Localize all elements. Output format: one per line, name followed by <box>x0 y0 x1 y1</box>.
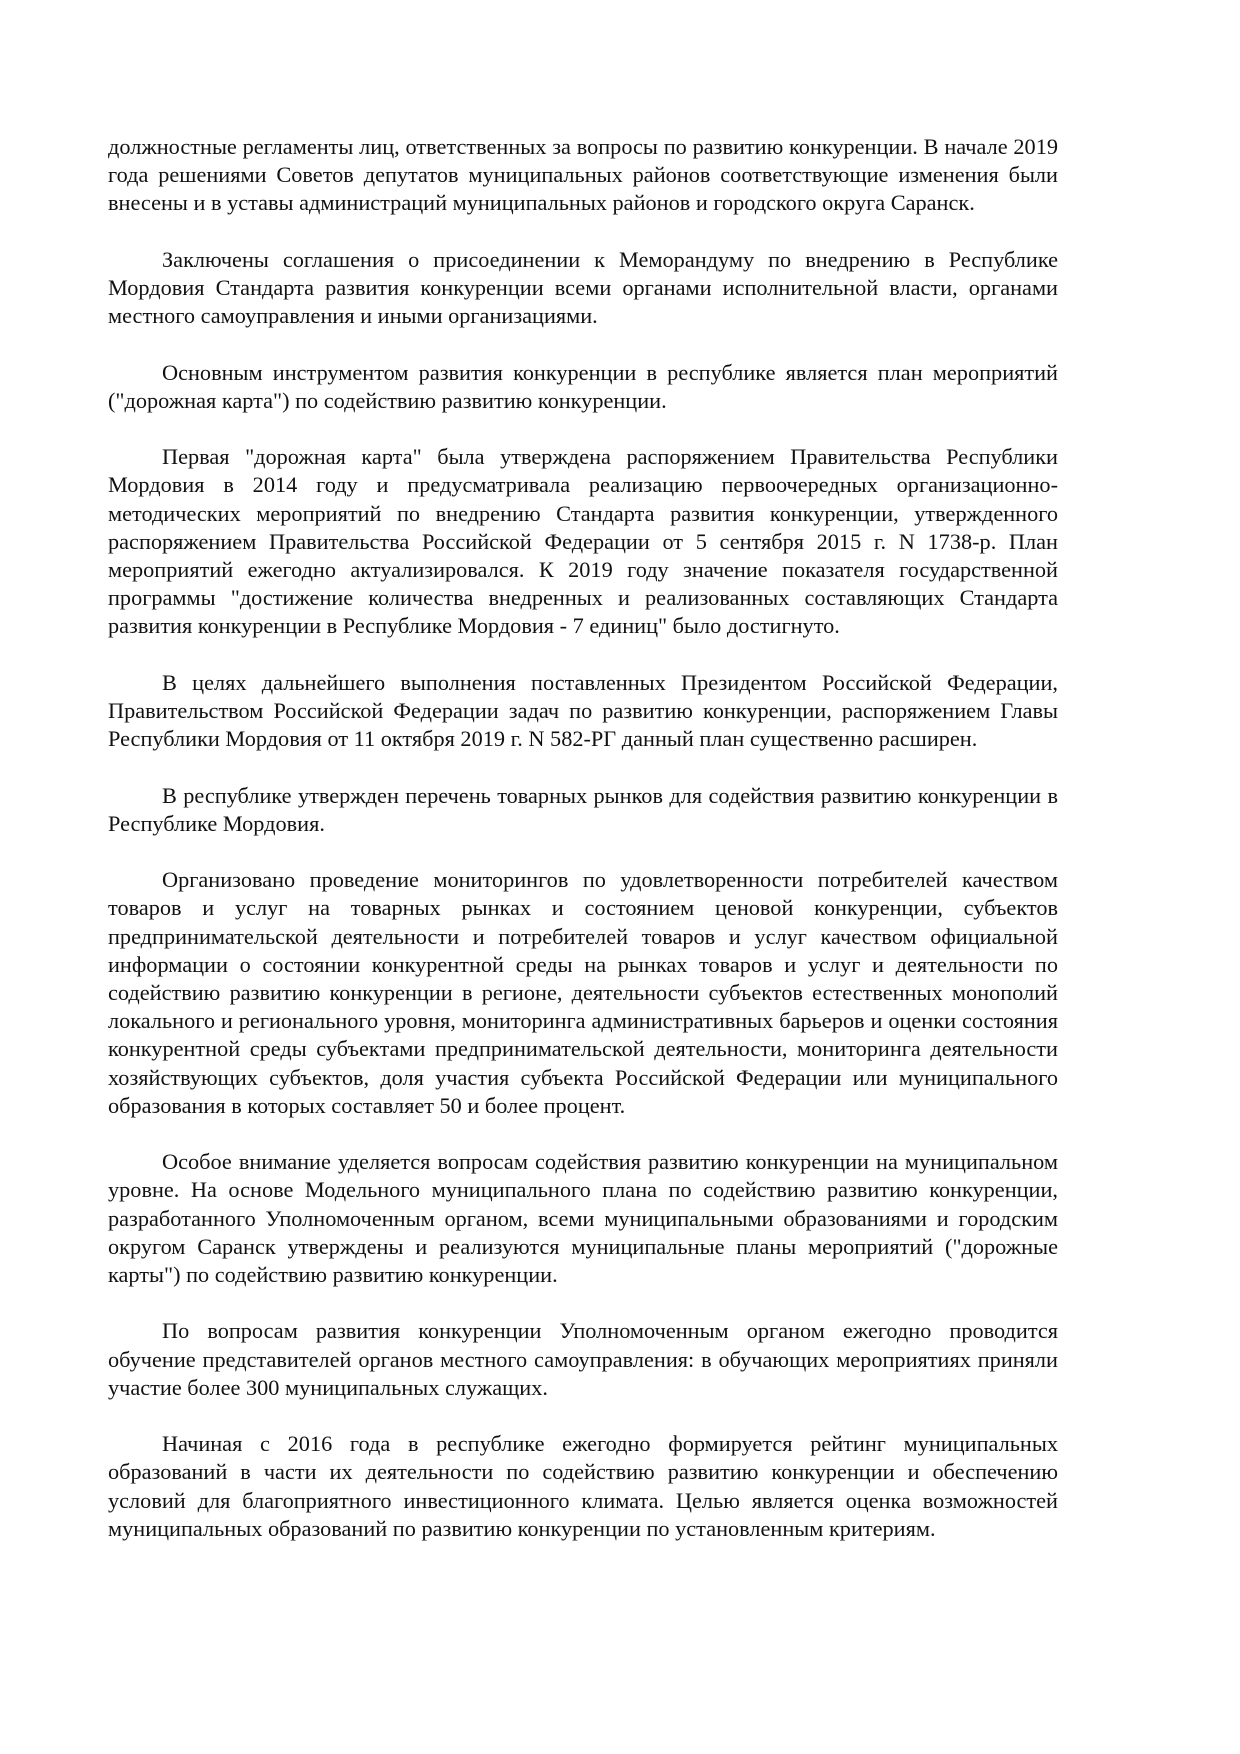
paragraph-rating: Начиная с 2016 года в республике ежегодно формируется рейтинг муниципальных образований в части их деятельности по содействию развитию конкуренции и обеспечению условий для благоприятного инвестиционного климата. Целью является оценка возможностей муниципальных образований по развитию конкуренции по установленным критериям. <box>108 1431 1058 1541</box>
paragraph-training: По вопросам развития конкуренции Уполномоченным органом ежегодно проводится обучение представителей органов местного самоуправления: в обучающих мероприятиях приняли участие более 300 муниципальных служащих. <box>108 1318 1058 1400</box>
paragraph-monitoring: Организовано проведение мониторингов по удовлетворенности потребителей качеством товаров и услуг на товарных рынках и состоянием ценовой конкуренции, субъектов предпринимательской деятельности и потребителей товаров и услуг качеством официальной информации о состоянии конкурентной среды на рынках товаров и услуг и деятельности по содействию развитию конкуренции в регионе, деятельности субъектов естественных монополий локального и регионального уровня, мониторинга административных барьеров и оценки состояния конкурентной среды субъектами предпринимательской деятельности, мониторинга деятельности хозяйствующих субъектов, доля участия субъекта Российской Федерации или муниципального образования в которых составляет 50 и более процент. <box>108 867 1058 1118</box>
paragraph-market-list: В республике утвержден перечень товарных рынков для содействия развитию конкуренции в Республике Мордовия. <box>108 782 1058 836</box>
paragraph-plan-expanded: В целях дальнейшего выполнения поставленных Президентом Российской Федерации, Правительством Российской Федерации задач по развитию конкуренции, распоряжением Главы Республики Мордовия от 11 октября 2019 г. N 582-РГ данный план существенно расширен. <box>108 669 1058 752</box>
paragraph-first-roadmap: Первая "дорожная карта" была утверждена распоряжением Правительства Республики Мордовия в 2014 году и предусматривала реализацию первоочередных организационно-методических мероприятий по внедрению Стандарта развития конкуренции, утвержденного распоряжением Правительства Российской Федерации от 5 сентября 2015 г. N 1738-р. План мероприятий ежегодно актуализировался. К 2019 году значение показателя государственной программы "достижение количества внедренных и реализованных составляющих Стандарта развития конкуренции в Республике Мордовия - 7 единиц" было достигнуто. <box>108 444 1058 639</box>
document-page <box>108 133 1058 1571</box>
paragraph-memorandum-agreements: Заключены соглашения о присоединении к Меморандуму по внедрению в Республике Мордовия Стандарта развития конкуренции всеми органами исполнительной власти, органами местного самоуправления и иными организациями. <box>108 246 1058 329</box>
paragraph-municipal-level: Особое внимание уделяется вопросам содействия развитию конкуренции на муниципальном уровне. На основе Модельного муниципального плана по содействию развитию конкуренции, разработанного Уполномоченным органом, всеми муниципальными образованиями и городским округом Саранск утверждены и реализуются муниципальные планы мероприятий ("дорожные карты") по содействию развитию конкуренции. <box>108 1149 1058 1288</box>
paragraph-main-instrument: Основным инструментом развития конкуренции в республике является план мероприятий ("дорожная карта") по содействию развитию конкуренции. <box>108 359 1058 413</box>
paragraph-charter-amendments: должностные регламенты лиц, ответственных за вопросы по развитию конкуренции. В начале 2019 года решениями Советов депутатов муниципальных районов соответствующие изменения были внесены и в уставы администраций муниципальных районов и городского округа Саранск. <box>108 134 1058 216</box>
